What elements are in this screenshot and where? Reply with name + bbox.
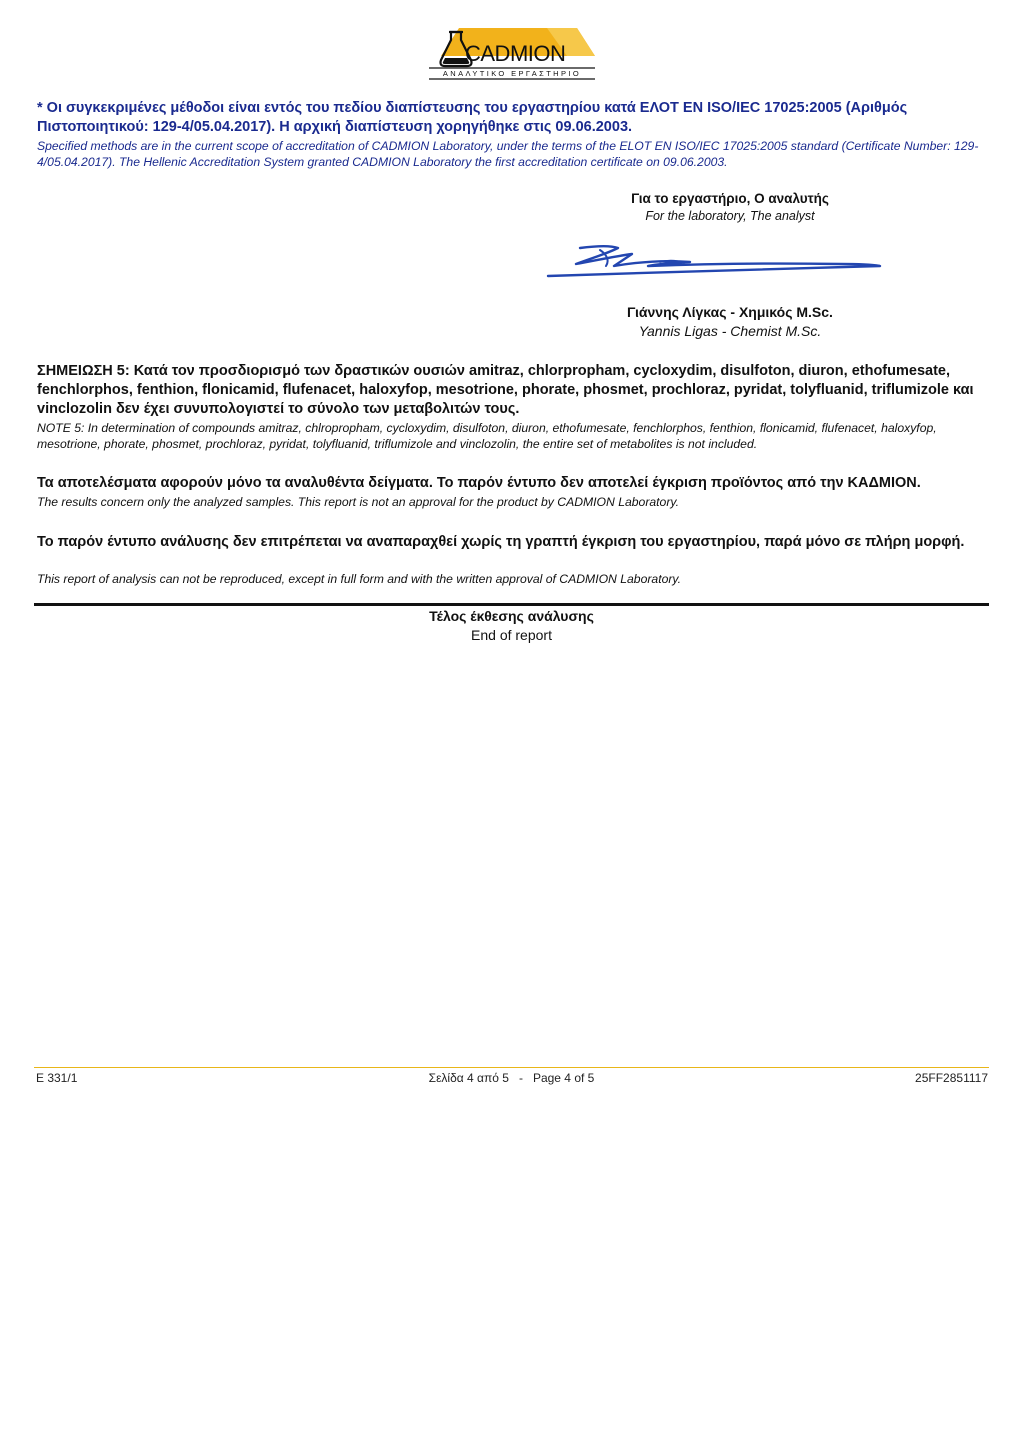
signature-title-greek: Για το εργαστήριο, Ο αναλυτής (631, 191, 829, 206)
analyst-name-block (560, 304, 900, 339)
signature-block (560, 191, 900, 223)
note5-english: NOTE 5: In determination of compounds amitraz, chlropropham, cycloxydim, disulfoton, diuron, ethofumesate, fenchlorphos, fenthion, flonicamid, flufenacet, haloxyfop, mesotrione, phorate, phosmet, prochloraz, pyridat, tolyfluanid, triflumizole and vinclozolin, the entire set of metabolites is not included. (37, 421, 937, 451)
reproduction-note-english: This report of analysis can not be reproduced, except in full form and with the written approval of CADMION Laboratory. (37, 572, 681, 586)
logo-subtitle: ΑΝΑΛΥΤΙΚΟ ΕΡΓΑΣΤΗΡΙΟ (442, 69, 582, 78)
signature-title-english: For the laboratory, The analyst (645, 209, 815, 223)
accreditation-english: Specified methods are in the current scope of accreditation of CADMION Laboratory, under the terms of the ELOT EN ISO/IEC 17025:2005 standard (Certificate Number: 129-4/05.04.2017). The Hellenic Accreditation System granted CADMION Laboratory the first accreditation certificate on 09.06.2003. (37, 139, 979, 169)
analyst-name-greek: Γιάννης Λίγκας - Χημικός M.Sc. (627, 304, 833, 320)
analyst-name-english: Yannis Ligas - Chemist M.Sc. (638, 323, 822, 339)
end-greek: Τέλος έκθεσης ανάλυσης (429, 608, 594, 624)
footer-page-number: Σελίδα 4 από 5 - Page 4 of 5 (428, 1071, 595, 1085)
end-english: End of report (471, 627, 552, 643)
section-divider (34, 603, 989, 606)
footer-report-id: 25FF2851117 (915, 1071, 988, 1085)
accreditation-greek: * Οι συγκεκριμένες μέθοδοι είναι εντός του πεδίου διαπίστευσης του εργαστηρίου κατά ΕΛΟΤ EN ISO/IEC 17025:2005 (Αριθμός Πιστοποιητικού: 129-4/05.04.2017). Η αρχική διαπίστευση χορηγήθηκε στις 09.06.2003. (37, 100, 908, 135)
results-note-greek: Τα αποτελέσματα αφορούν μόνο τα αναλυθέντα δείγματα. Το παρόν έντυπο δεν αποτελεί έγκριση προϊόντος από την ΚΑΔΜΙΟΝ. (37, 475, 921, 491)
handwritten-signature (540, 236, 900, 286)
reproduction-note-greek: Το παρόν έντυπο ανάλυσης δεν επιτρέπεται να αναπαραχθεί χωρίς τη γραπτή έγκριση του εργαστηρίου, παρά μόνο σε πλήρη μορφή. (37, 534, 965, 550)
logo-brand: CADMION (465, 41, 566, 66)
footer-rule (34, 1067, 989, 1068)
results-note-english: The results concern only the analyzed samples. This report is not an approval for the product by CADMION Laboratory. (37, 495, 679, 509)
note5-greek: ΣΗΜΕΙΩΣΗ 5: Κατά τον προσδιορισμό των δραστικών ουσιών amitraz, chlorpropham, cycloxydim, disulfoton, diuron, ethofumesate, fenchlorphos, fenthion, flonicamid, flufenacet, haloxyfop, mesotrione, phorate, phosmet, prochloraz, pyridat, tolyfluanid, triflumizole και vinclozolin δεν έχει συνυπολογιστεί το σύνολο των μεταβολιτών τους. (37, 363, 974, 417)
footer-form-code: E 331/1 (36, 1071, 78, 1085)
end-of-report (34, 607, 989, 645)
cadmion-logo (427, 22, 597, 80)
